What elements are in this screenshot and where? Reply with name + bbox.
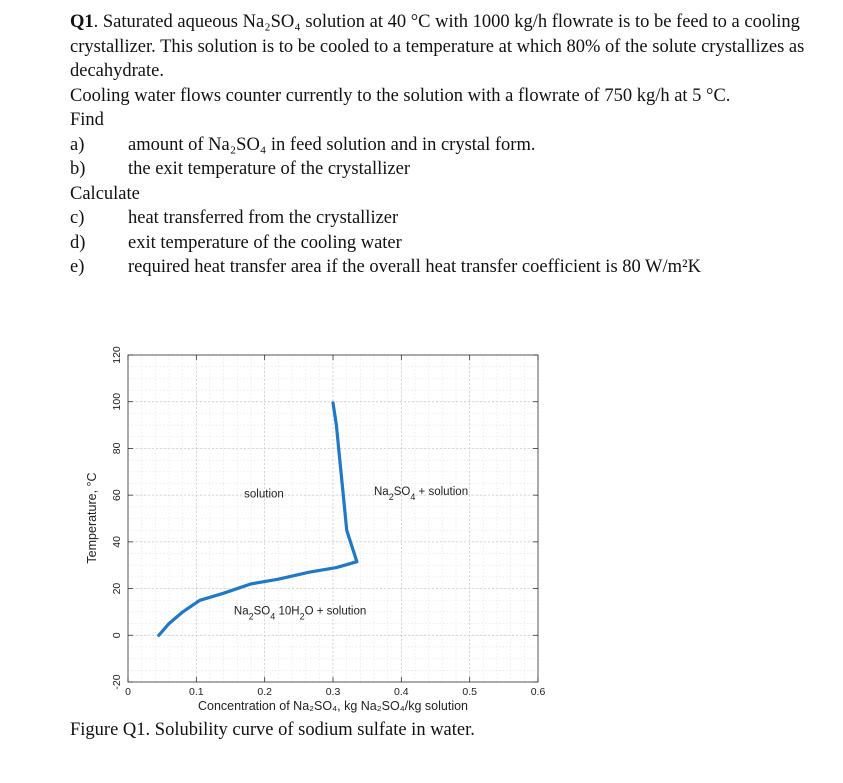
- question-intro: [70, 10, 810, 84]
- y-tick-label: 0: [111, 632, 123, 639]
- item-text: heat transferred from the crystallizer: [128, 208, 399, 228]
- y-tick-label: 100: [111, 392, 123, 411]
- find-label: Find: [70, 110, 104, 130]
- list-item: [70, 133, 810, 158]
- x-axis-label: Concentration of Na₂SO₄, kg Na₂SO₄/kg solution: [197, 699, 469, 713]
- solubility-chart: [70, 340, 560, 718]
- x-tick-label: 0.6: [530, 686, 546, 698]
- chart-annotation: $Na_2SO_4$ $10H_2O$ + solution: [233, 605, 367, 622]
- x-tick-label: 0.1: [189, 686, 204, 698]
- item-text: exit temperature of the cooling water: [128, 232, 402, 253]
- x-tick-label: 0.3: [325, 686, 341, 698]
- x-tick-label: 0.5: [462, 686, 477, 698]
- y-tick-label: 120: [111, 346, 123, 364]
- question-intro-text: . Saturated aqueous Na₂SO₄ solution at 40 °C with 1000 kg/h flowrate is to be feed to a cooling crystallizer. This solution is to be cooled to a temperature at which 80% of the solute crystallizes as decahydrate.: [70, 12, 805, 81]
- x-tick-label: 0: [125, 686, 131, 698]
- item-label: e): [70, 257, 85, 277]
- y-tick-label: -20: [111, 674, 123, 690]
- list-item: [70, 157, 810, 182]
- list-item: [70, 206, 810, 231]
- y-axis-label: Temperature, °C: [85, 472, 99, 564]
- question-number: Q1: [70, 12, 94, 32]
- x-tick-label: 0.4: [394, 686, 409, 698]
- list-item: [70, 231, 810, 256]
- item-text: amount of Na₂SO₄ in feed solution and in crystal form.: [128, 134, 536, 155]
- chart-annotation: solution: [244, 488, 284, 501]
- list-item: [70, 255, 810, 280]
- y-tick-label: 60: [111, 489, 123, 501]
- item-label: c): [70, 208, 85, 228]
- item-text: the exit temperature of the crystallizer: [128, 159, 410, 179]
- figure-caption: Figure Q1. Solubility curve of sodium sulfate in water.: [70, 720, 475, 740]
- item-label: a): [70, 134, 85, 155]
- y-tick-label: 80: [111, 442, 123, 455]
- y-tick-label: 20: [111, 582, 123, 595]
- item-label: d): [70, 232, 86, 253]
- cooling-water-text: Cooling water flows counter currently to the solution with a flowrate of 750 kg/h at 5 °C.: [70, 85, 731, 106]
- y-tick-label: 40: [111, 536, 123, 548]
- item-text: required heat transfer area if the overall heat transfer coefficient is 80 W/m²K: [128, 257, 701, 277]
- question-block: [70, 10, 810, 280]
- chart-annotation: $Na_2SO_4$ + solution: [374, 486, 469, 503]
- axis-ticks: [111, 346, 545, 698]
- calculate-label: Calculate: [70, 183, 140, 204]
- item-label: b): [70, 159, 86, 179]
- x-tick-label: 0.2: [257, 686, 272, 698]
